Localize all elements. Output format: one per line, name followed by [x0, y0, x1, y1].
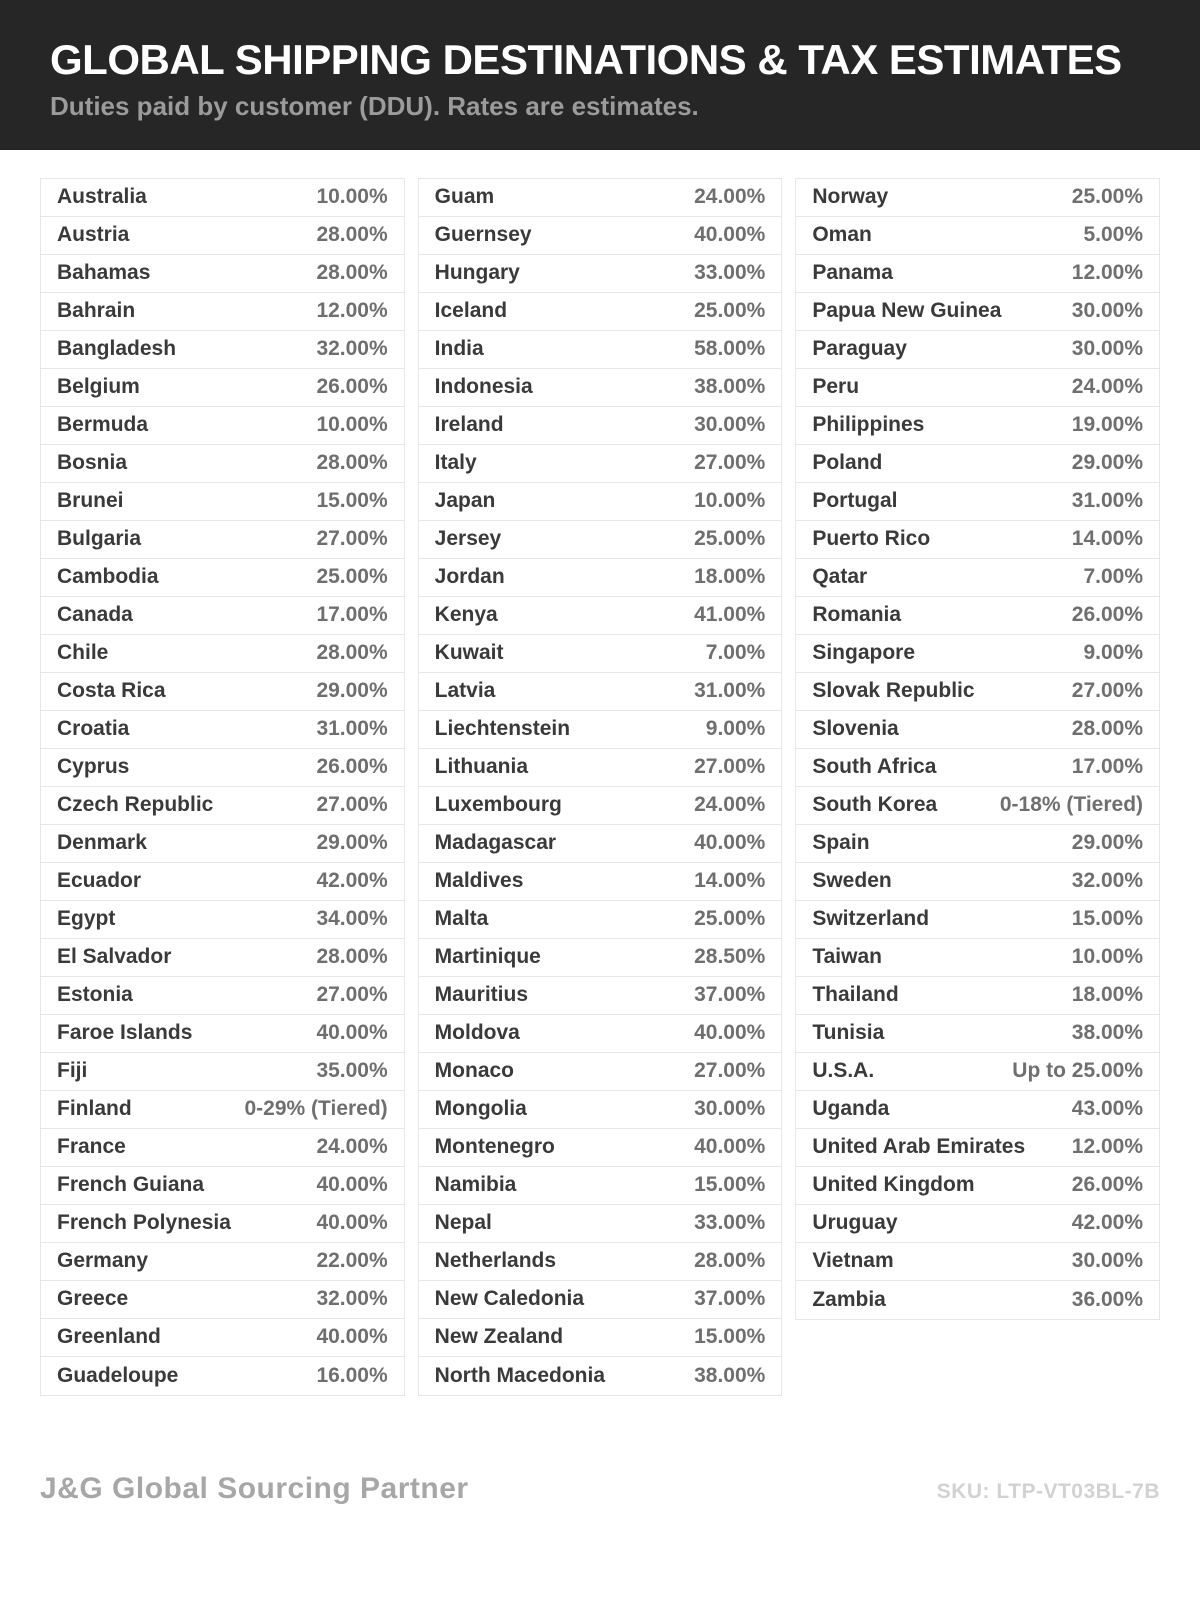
tax-rate: 15.00%: [316, 489, 388, 513]
table-row: [419, 863, 782, 901]
tax-rate: 0-29% (Tiered): [244, 1097, 388, 1121]
country-name: France: [57, 1135, 126, 1159]
country-name: French Polynesia: [57, 1211, 231, 1235]
country-name: Ireland: [434, 413, 504, 437]
tax-rate: 24.00%: [694, 185, 766, 209]
tax-rate: 41.00%: [694, 603, 766, 627]
tax-rate: 32.00%: [1071, 869, 1144, 893]
table-row: [796, 369, 1159, 407]
table-row: [419, 1281, 782, 1319]
tax-table-column-3: [795, 178, 1160, 1320]
tax-rate: 28.00%: [316, 261, 388, 285]
tax-rate: 28.00%: [694, 1249, 766, 1273]
sku-label: SKU: LTP-VT03BL-7B: [936, 1479, 1160, 1503]
table-row: [419, 711, 782, 749]
table-row: [419, 787, 782, 825]
table-row: [41, 1129, 404, 1167]
table-row: [419, 559, 782, 597]
tax-rate: 28.00%: [316, 451, 388, 475]
tax-rate: 35.00%: [316, 1059, 388, 1083]
table-row: [41, 293, 404, 331]
tax-rate: 19.00%: [1071, 413, 1144, 437]
table-row: [796, 483, 1159, 521]
tax-rate: 25.00%: [694, 527, 766, 551]
page-title: GLOBAL SHIPPING DESTINATIONS & TAX ESTIMATES: [50, 36, 1122, 83]
table-row: [41, 255, 404, 293]
table-row: [419, 1091, 782, 1129]
country-name: Jordan: [434, 565, 505, 589]
table-row: [41, 1205, 404, 1243]
tax-rate: 36.00%: [1071, 1287, 1144, 1311]
table-row: [41, 1015, 404, 1053]
table-row: [41, 179, 404, 217]
country-name: Zambia: [812, 1287, 886, 1311]
tax-rate: 25.00%: [1071, 185, 1144, 209]
tax-rate: 27.00%: [694, 755, 766, 779]
tax-rate: 14.00%: [1071, 527, 1144, 551]
tax-rate: 38.00%: [694, 1363, 766, 1387]
country-name: Thailand: [812, 983, 899, 1007]
table-row: [419, 445, 782, 483]
tax-rate: 31.00%: [1071, 489, 1144, 513]
country-name: Bosnia: [57, 451, 128, 475]
tax-rate: 24.00%: [1071, 375, 1144, 399]
tax-rate: 12.00%: [1071, 261, 1144, 285]
country-name: El Salvador: [57, 945, 172, 969]
table-row: [796, 1205, 1159, 1243]
table-row: [796, 977, 1159, 1015]
tax-rate: 40.00%: [316, 1325, 388, 1349]
tax-rate: 27.00%: [1071, 679, 1144, 703]
country-name: Puerto Rico: [812, 527, 931, 551]
tax-rate: 12.00%: [316, 299, 388, 323]
page-subtitle: Duties paid by customer (DDU). Rates are estimates.: [50, 91, 699, 122]
tax-rate: 28.00%: [1071, 717, 1144, 741]
country-name: Greenland: [57, 1325, 161, 1349]
tax-rate: 29.00%: [316, 831, 388, 855]
tax-rate: 7.00%: [705, 641, 766, 665]
country-name: India: [434, 337, 484, 361]
tax-rate: 10.00%: [1071, 945, 1144, 969]
country-name: Mongolia: [434, 1097, 527, 1121]
tax-rate: 42.00%: [1071, 1211, 1144, 1235]
tax-rate: 29.00%: [316, 679, 388, 703]
table-row: [41, 483, 404, 521]
table-row: [796, 1281, 1159, 1319]
country-name: Oman: [812, 223, 872, 247]
country-name: Qatar: [812, 565, 868, 589]
country-name: Guam: [434, 185, 495, 209]
table-row: [419, 331, 782, 369]
country-name: Latvia: [434, 679, 496, 703]
country-name: Liechtenstein: [434, 717, 571, 741]
country-name: Cambodia: [57, 565, 159, 589]
country-name: Germany: [57, 1249, 149, 1273]
country-name: Ecuador: [57, 869, 142, 893]
table-row: [796, 673, 1159, 711]
country-name: Madagascar: [434, 831, 557, 855]
table-row: [796, 559, 1159, 597]
table-row: [796, 1167, 1159, 1205]
country-name: Canada: [57, 603, 133, 627]
country-name: Egypt: [57, 907, 116, 931]
table-row: [41, 369, 404, 407]
tax-rate: 37.00%: [694, 983, 766, 1007]
country-name: Jersey: [434, 527, 502, 551]
table-row: [796, 901, 1159, 939]
country-name: Fiji: [57, 1059, 88, 1083]
table-row: [796, 521, 1159, 559]
country-name: Italy: [434, 451, 477, 475]
table-row: [41, 1281, 404, 1319]
tax-rate-table: [40, 178, 1160, 1396]
tax-rate: 18.00%: [694, 565, 766, 589]
country-name: Estonia: [57, 983, 133, 1007]
table-row: [796, 1053, 1159, 1091]
table-row: [41, 787, 404, 825]
country-name: Indonesia: [434, 375, 533, 399]
page-footer: [40, 1472, 1160, 1506]
tax-rate: 40.00%: [316, 1021, 388, 1045]
country-name: Guadeloupe: [57, 1363, 179, 1387]
tax-rate: 43.00%: [1071, 1097, 1144, 1121]
table-row: [419, 1319, 782, 1357]
tax-rate: 0-18% (Tiered): [999, 793, 1144, 817]
tax-rate: 30.00%: [694, 413, 766, 437]
tax-rate: 40.00%: [316, 1211, 388, 1235]
country-name: Australia: [57, 185, 147, 209]
tax-rate: 32.00%: [316, 1287, 388, 1311]
country-name: Kenya: [434, 603, 498, 627]
country-name: Chile: [57, 641, 109, 665]
country-name: Costa Rica: [57, 679, 166, 703]
tax-table-column-2: [418, 178, 783, 1396]
table-row: [419, 483, 782, 521]
tax-rate: 27.00%: [316, 793, 388, 817]
brand-name: J&G Global Sourcing Partner: [40, 1471, 469, 1505]
table-row: [419, 407, 782, 445]
tax-rate: 25.00%: [694, 907, 766, 931]
country-name: North Macedonia: [434, 1363, 606, 1387]
country-name: Romania: [812, 603, 902, 627]
tax-rate: 33.00%: [694, 261, 766, 285]
table-row: [419, 1357, 782, 1395]
tax-rate: 28.00%: [316, 945, 388, 969]
country-name: Monaco: [434, 1059, 515, 1083]
tax-rate: 34.00%: [316, 907, 388, 931]
tax-rate: 25.00%: [316, 565, 388, 589]
table-row: [41, 597, 404, 635]
table-row: [41, 407, 404, 445]
country-name: Slovak Republic: [812, 679, 975, 703]
country-name: New Zealand: [434, 1325, 564, 1349]
table-row: [41, 1053, 404, 1091]
table-row: [419, 217, 782, 255]
table-row: [796, 635, 1159, 673]
country-name: Montenegro: [434, 1135, 555, 1159]
table-row: [796, 1129, 1159, 1167]
table-row: [419, 977, 782, 1015]
country-name: Faroe Islands: [57, 1021, 193, 1045]
country-name: Bermuda: [57, 413, 149, 437]
country-name: Philippines: [812, 413, 925, 437]
table-row: [419, 179, 782, 217]
table-row: [419, 749, 782, 787]
table-row: [796, 1243, 1159, 1281]
tax-rate: 26.00%: [316, 375, 388, 399]
country-name: Martinique: [434, 945, 541, 969]
tax-rate: 9.00%: [705, 717, 766, 741]
table-row: [41, 673, 404, 711]
country-name: Tunisia: [812, 1021, 885, 1045]
table-row: [41, 901, 404, 939]
tax-rate: 15.00%: [1071, 907, 1144, 931]
table-row: [41, 1167, 404, 1205]
country-name: Bulgaria: [57, 527, 142, 551]
table-row: [796, 255, 1159, 293]
tax-rate: 24.00%: [694, 793, 766, 817]
country-name: Guernsey: [434, 223, 532, 247]
tax-rate: 28.00%: [316, 223, 388, 247]
tax-rate: 10.00%: [316, 185, 388, 209]
country-name: Iceland: [434, 299, 508, 323]
country-name: Maldives: [434, 869, 524, 893]
tax-rate: 30.00%: [1071, 299, 1144, 323]
table-row: [796, 445, 1159, 483]
tax-rate: 10.00%: [316, 413, 388, 437]
tax-rate: 25.00%: [694, 299, 766, 323]
table-row: [419, 1243, 782, 1281]
table-row: [41, 1319, 404, 1357]
tax-rate: 5.00%: [1083, 223, 1144, 247]
table-row: [41, 521, 404, 559]
country-name: Malta: [434, 907, 489, 931]
tax-rate: 30.00%: [1071, 337, 1144, 361]
country-name: Vietnam: [812, 1249, 894, 1273]
country-name: Croatia: [57, 717, 130, 741]
country-name: Mauritius: [434, 983, 529, 1007]
country-name: Belgium: [57, 375, 140, 399]
country-name: Norway: [812, 185, 889, 209]
tax-rate: 30.00%: [694, 1097, 766, 1121]
country-name: Uganda: [812, 1097, 890, 1121]
table-row: [419, 673, 782, 711]
table-row: [41, 977, 404, 1015]
table-row: [41, 711, 404, 749]
table-row: [419, 293, 782, 331]
table-row: [796, 863, 1159, 901]
table-row: [419, 521, 782, 559]
table-row: [796, 217, 1159, 255]
table-row: [41, 749, 404, 787]
tax-rate: 26.00%: [316, 755, 388, 779]
table-row: [796, 293, 1159, 331]
tax-rate: 15.00%: [694, 1325, 766, 1349]
country-name: South Africa: [812, 755, 937, 779]
tax-rate: 42.00%: [316, 869, 388, 893]
country-name: Luxembourg: [434, 793, 562, 817]
country-name: Bangladesh: [57, 337, 177, 361]
country-name: South Korea: [812, 793, 938, 817]
table-row: [419, 901, 782, 939]
country-name: Uruguay: [812, 1211, 898, 1235]
tax-rate: 40.00%: [694, 1135, 766, 1159]
country-name: U.S.A.: [812, 1059, 875, 1083]
table-row: [419, 1053, 782, 1091]
table-row: [419, 635, 782, 673]
table-row: [419, 1167, 782, 1205]
tax-rate: 18.00%: [1071, 983, 1144, 1007]
table-row: [41, 939, 404, 977]
country-name: Netherlands: [434, 1249, 557, 1273]
table-row: [419, 939, 782, 977]
tax-rate: 27.00%: [316, 983, 388, 1007]
table-row: [796, 407, 1159, 445]
country-name: Brunei: [57, 489, 124, 513]
country-name: Slovenia: [812, 717, 899, 741]
tax-rate: 38.00%: [694, 375, 766, 399]
table-row: [419, 369, 782, 407]
tax-rate: 22.00%: [316, 1249, 388, 1273]
table-row: [419, 1205, 782, 1243]
tax-rate: 10.00%: [694, 489, 766, 513]
table-row: [796, 787, 1159, 825]
country-name: New Caledonia: [434, 1287, 585, 1311]
country-name: Greece: [57, 1287, 129, 1311]
country-name: Hungary: [434, 261, 520, 285]
country-name: Lithuania: [434, 755, 529, 779]
page-header: [0, 0, 1200, 150]
tax-rate: 26.00%: [1071, 1173, 1144, 1197]
table-row: [796, 749, 1159, 787]
table-row: [796, 331, 1159, 369]
table-row: [796, 179, 1159, 217]
country-name: Denmark: [57, 831, 147, 855]
country-name: Paraguay: [812, 337, 907, 361]
country-name: Switzerland: [812, 907, 930, 931]
table-row: [419, 1129, 782, 1167]
tax-rate: 17.00%: [316, 603, 388, 627]
tax-rate: 31.00%: [316, 717, 388, 741]
tax-rate: 27.00%: [694, 1059, 766, 1083]
table-row: [41, 217, 404, 255]
tax-rate: 29.00%: [1071, 831, 1144, 855]
tax-rate: 28.00%: [316, 641, 388, 665]
tax-rate: 27.00%: [694, 451, 766, 475]
country-name: Bahamas: [57, 261, 151, 285]
country-name: Taiwan: [812, 945, 882, 969]
country-name: Czech Republic: [57, 793, 214, 817]
tax-rate: Up to 25.00%: [1012, 1059, 1144, 1083]
table-row: [41, 331, 404, 369]
country-name: Austria: [57, 223, 130, 247]
country-name: Singapore: [812, 641, 916, 665]
table-row: [419, 597, 782, 635]
country-name: Papua New Guinea: [812, 299, 1002, 323]
tax-rate: 29.00%: [1071, 451, 1144, 475]
table-row: [419, 1015, 782, 1053]
table-row: [796, 711, 1159, 749]
table-row: [419, 255, 782, 293]
tax-rate: 7.00%: [1083, 565, 1144, 589]
tax-rate: 17.00%: [1071, 755, 1144, 779]
tax-rate: 16.00%: [316, 1363, 388, 1387]
country-name: United Kingdom: [812, 1173, 975, 1197]
tax-rate: 14.00%: [694, 869, 766, 893]
tax-rate: 40.00%: [694, 831, 766, 855]
table-row: [41, 445, 404, 483]
tax-rate: 9.00%: [1083, 641, 1144, 665]
table-row: [796, 1091, 1159, 1129]
table-row: [41, 559, 404, 597]
table-row: [796, 825, 1159, 863]
table-row: [796, 597, 1159, 635]
tax-rate: 26.00%: [1071, 603, 1144, 627]
table-row: [796, 1015, 1159, 1053]
country-name: French Guiana: [57, 1173, 205, 1197]
tax-rate: 38.00%: [1071, 1021, 1144, 1045]
tax-rate: 30.00%: [1071, 1249, 1144, 1273]
table-row: [41, 1243, 404, 1281]
table-row: [41, 635, 404, 673]
tax-table-column-1: [40, 178, 405, 1396]
tax-rate: 32.00%: [316, 337, 388, 361]
tax-rate: 27.00%: [316, 527, 388, 551]
country-name: Moldova: [434, 1021, 520, 1045]
table-row: [41, 825, 404, 863]
tax-rate: 40.00%: [694, 1021, 766, 1045]
country-name: Namibia: [434, 1173, 517, 1197]
country-name: Poland: [812, 451, 883, 475]
country-name: Kuwait: [434, 641, 504, 665]
table-row: [41, 1357, 404, 1395]
country-name: Bahrain: [57, 299, 136, 323]
country-name: Panama: [812, 261, 893, 285]
country-name: Cyprus: [57, 755, 130, 779]
country-name: United Arab Emirates: [812, 1135, 1026, 1159]
country-name: Nepal: [434, 1211, 492, 1235]
tax-rate: 15.00%: [694, 1173, 766, 1197]
table-row: [41, 863, 404, 901]
country-name: Spain: [812, 831, 870, 855]
tax-rate: 40.00%: [316, 1173, 388, 1197]
tax-rate: 31.00%: [694, 679, 766, 703]
country-name: Peru: [812, 375, 860, 399]
table-row: [796, 939, 1159, 977]
table-row: [41, 1091, 404, 1129]
tax-rate: 40.00%: [694, 223, 766, 247]
tax-rate: 37.00%: [694, 1287, 766, 1311]
country-name: Sweden: [812, 869, 892, 893]
tax-rate: 33.00%: [694, 1211, 766, 1235]
tax-rate: 24.00%: [316, 1135, 388, 1159]
tax-rate: 28.50%: [694, 945, 766, 969]
country-name: Portugal: [812, 489, 898, 513]
tax-rate: 12.00%: [1071, 1135, 1144, 1159]
table-row: [419, 825, 782, 863]
country-name: Finland: [57, 1097, 132, 1121]
tax-rate: 58.00%: [694, 337, 766, 361]
country-name: Japan: [434, 489, 496, 513]
